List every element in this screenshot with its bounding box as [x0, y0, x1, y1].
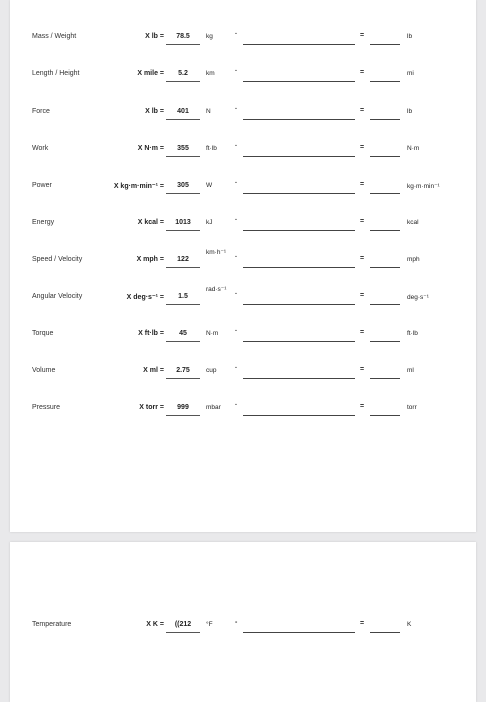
worksheet-page-1 [10, 0, 476, 532]
given-value: 1.5 [178, 293, 188, 300]
given-value: 78.5 [176, 33, 190, 40]
given-value: 122 [177, 256, 189, 263]
equals-symbol: = [360, 107, 365, 114]
conversion-row-pressure [10, 397, 476, 421]
given-value: 305 [177, 182, 189, 189]
conversion-row-temperature [10, 614, 476, 638]
quantity-label: Work [32, 145, 49, 152]
conversion-factor-blank[interactable] [243, 81, 355, 82]
given-value: 1013 [175, 219, 191, 226]
conversion-factor-blank[interactable] [243, 193, 355, 194]
conversion-factor-blank[interactable] [243, 304, 355, 305]
equals-symbol: = [360, 366, 365, 373]
result-blank[interactable] [370, 415, 400, 416]
equation-lhs: X N·m = [137, 145, 164, 152]
quantity-label: Volume [32, 367, 56, 374]
times-symbol: · [235, 365, 238, 372]
given-value: 999 [177, 404, 189, 411]
quantity-label: Speed / Velocity [32, 256, 83, 263]
equation-lhs: X mph = [136, 256, 164, 263]
conversion-factor-blank[interactable] [243, 415, 355, 416]
conversion-factor-blank[interactable] [243, 156, 355, 157]
times-symbol: · [235, 402, 238, 409]
result-blank[interactable] [370, 267, 400, 268]
equation-lhs: X mile = [137, 70, 164, 77]
equation-lhs: X lb = [145, 108, 164, 115]
times-symbol: · [235, 217, 238, 224]
times-symbol: · [235, 328, 238, 335]
equals-symbol: = [360, 255, 365, 262]
given-unit: N [206, 108, 211, 115]
given-unit: cup [206, 367, 217, 374]
conversion-row-power [10, 175, 476, 199]
given-value: 355 [177, 145, 189, 152]
times-symbol: · [235, 254, 238, 261]
quantity-label: Temperature [32, 621, 72, 628]
value-underline [166, 230, 200, 231]
given-unit: km [206, 70, 215, 77]
conversion-row-angular-velocity [10, 286, 476, 310]
worksheet-page-2 [10, 542, 476, 702]
given-unit: °F [206, 621, 213, 628]
target-unit: kg·m·min⁻¹ [407, 183, 440, 190]
equals-symbol: = [360, 32, 365, 39]
given-unit: kg [206, 33, 213, 40]
equals-symbol: = [360, 620, 365, 627]
quantity-label: Mass / Weight [32, 33, 77, 40]
value-underline [166, 267, 200, 268]
given-value: ((212 [174, 621, 192, 628]
given-value: 401 [177, 108, 189, 115]
equals-symbol: = [360, 218, 365, 225]
given-unit: kJ [206, 219, 213, 226]
target-unit: lb [407, 108, 413, 115]
conversion-factor-blank[interactable] [243, 44, 355, 45]
minus-symbol: - [235, 619, 238, 626]
target-unit: ft·lb [407, 330, 418, 337]
conversion-factor-blank[interactable] [243, 341, 355, 342]
target-unit: mph [407, 256, 420, 263]
times-symbol: · [235, 180, 238, 187]
equals-symbol: = [360, 144, 365, 151]
given-unit: mbar [206, 404, 221, 411]
value-underline [166, 304, 200, 305]
equals-symbol: = [360, 181, 365, 188]
equals-symbol: = [360, 329, 365, 336]
value-underline [166, 378, 200, 379]
value-underline [166, 156, 200, 157]
equals-symbol: = [360, 292, 365, 299]
conversion-factor-blank[interactable] [243, 119, 355, 120]
conversion-row-torque [10, 323, 476, 347]
conversion-row-force [10, 101, 476, 125]
value-underline [166, 632, 200, 633]
target-unit: deg·s⁻¹ [407, 294, 429, 301]
target-unit: torr [407, 404, 417, 411]
given-unit: ft·lb [206, 145, 217, 152]
result-blank[interactable] [370, 230, 400, 231]
equals-symbol: = [360, 69, 365, 76]
result-blank[interactable] [370, 632, 400, 633]
times-symbol: · [235, 143, 238, 150]
conversion-row-volume [10, 360, 476, 384]
value-underline [166, 81, 200, 82]
times-symbol: · [235, 31, 238, 38]
result-blank[interactable] [370, 193, 400, 194]
given-unit: N·m [206, 330, 219, 337]
value-underline [166, 193, 200, 194]
result-blank[interactable] [370, 44, 400, 45]
value-underline [166, 415, 200, 416]
target-unit: K [407, 621, 412, 628]
value-underline [166, 341, 200, 342]
given-value: 5.2 [178, 70, 188, 77]
equation-lhs: X torr = [139, 404, 164, 411]
conversion-row-length [10, 63, 476, 87]
conversion-row-energy [10, 212, 476, 236]
value-underline [166, 119, 200, 120]
times-symbol: · [235, 291, 238, 298]
target-unit: mi [407, 70, 414, 77]
quantity-label: Length / Height [32, 70, 80, 77]
times-symbol: · [235, 106, 238, 113]
result-blank[interactable] [370, 304, 400, 305]
conversion-row-mass [10, 26, 476, 50]
result-blank[interactable] [370, 156, 400, 157]
quantity-label: Energy [32, 219, 55, 226]
given-unit: rad·s⁻¹ [206, 286, 227, 293]
quantity-label: Power [32, 182, 52, 189]
result-blank[interactable] [370, 378, 400, 379]
conversion-row-work [10, 138, 476, 162]
conversion-row-speed [10, 249, 476, 273]
equation-lhs: X ft·lb = [138, 330, 164, 337]
equation-lhs: X K = [146, 621, 164, 628]
result-blank[interactable] [370, 119, 400, 120]
target-unit: lb [407, 33, 413, 40]
result-blank[interactable] [370, 341, 400, 342]
equals-symbol: = [360, 403, 365, 410]
conversion-factor-blank[interactable] [243, 632, 355, 633]
conversion-factor-blank[interactable] [243, 230, 355, 231]
equation-lhs: X deg·s⁻¹ = [126, 294, 164, 301]
quantity-label: Pressure [32, 404, 61, 411]
given-unit: W [206, 182, 213, 189]
times-symbol: · [235, 68, 238, 75]
conversion-factor-blank[interactable] [243, 378, 355, 379]
equation-lhs: X kcal = [137, 219, 164, 226]
quantity-label: Torque [32, 330, 54, 337]
value-underline [166, 44, 200, 45]
equation-lhs: X kg·m·min⁻¹ = [113, 183, 164, 190]
quantity-label: Angular Velocity [32, 293, 83, 300]
given-value: 45 [179, 330, 187, 337]
target-unit: N·m [407, 145, 420, 152]
target-unit: ml [407, 367, 414, 374]
equation-lhs: X lb = [145, 33, 164, 40]
equation-lhs: X ml = [143, 367, 164, 374]
quantity-label: Force [32, 108, 50, 115]
target-unit: kcal [407, 219, 419, 226]
conversion-factor-blank[interactable] [243, 267, 355, 268]
result-blank[interactable] [370, 81, 400, 82]
given-unit: km·h⁻¹ [206, 249, 227, 256]
given-value: 2.75 [176, 367, 190, 374]
